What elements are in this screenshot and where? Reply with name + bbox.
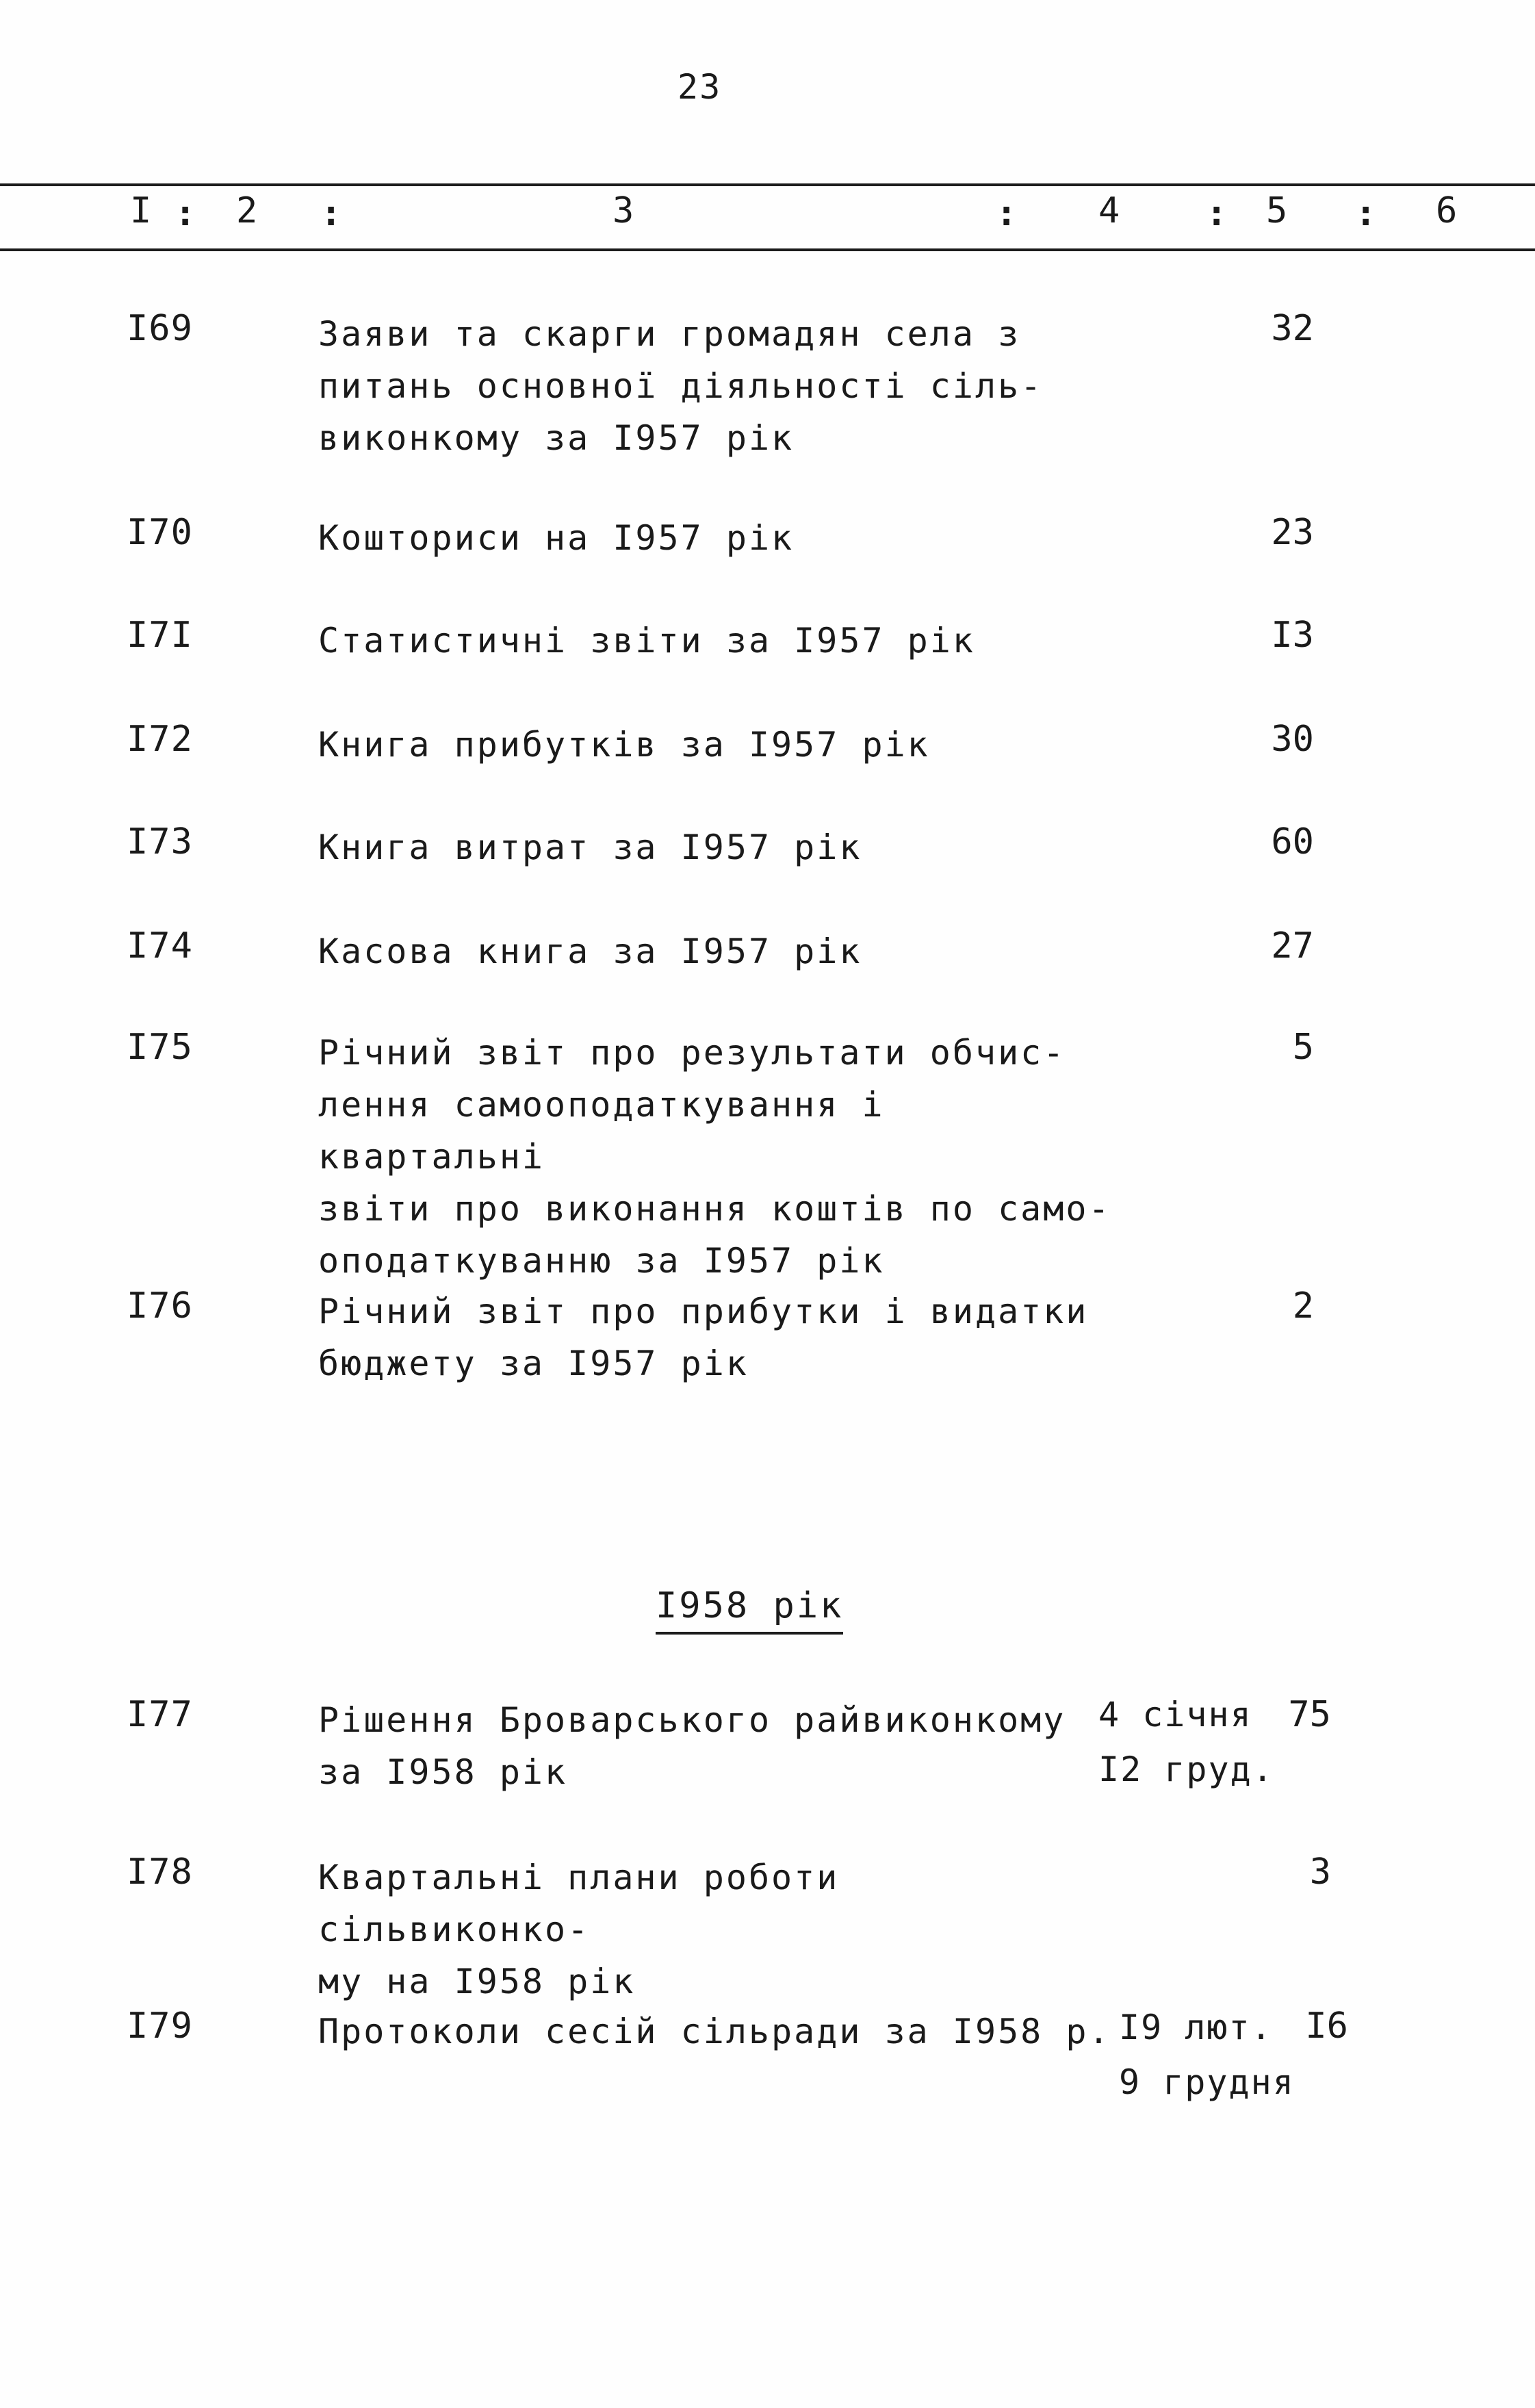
column-separator: : [996, 193, 1018, 234]
column-header-1: I [130, 190, 152, 231]
entry-title: Касова книга за I957 рік [318, 932, 862, 971]
column-header-2: 2 [236, 190, 258, 231]
entry-title: Річний звіт про результати обчис- лення самооподаткування і квартальні звіти про виконання коштів по само- оподаткуванню за I957 рік [318, 1033, 1111, 1281]
entry-title: Кошториси на I957 рік [318, 518, 795, 558]
entry-sheet-count: 30 [1271, 719, 1314, 760]
entry-number: I69 [127, 308, 193, 349]
entry-number: I78 [127, 1852, 193, 1893]
entry-number: I77 [127, 1694, 193, 1735]
entry-title: Книга прибутків за I957 рік [318, 725, 930, 765]
entry-sheet-count: 23 [1271, 512, 1314, 553]
entry-sheet-count: I3 [1271, 615, 1314, 656]
entry-number: I76 [127, 1285, 193, 1327]
entry-sheet-count: 2 [1292, 1285, 1314, 1327]
column-separator: : [320, 193, 342, 234]
header-bottom-rule [0, 248, 1535, 251]
entry-title: Протоколи сесій сільради за I958 р. [318, 2012, 1111, 2051]
entry-sheet-count: 5 [1292, 1027, 1314, 1068]
entry-title: Квартальні плани роботи сільвиконко- му на I958 рік [318, 1858, 840, 2001]
entry-sheet-count: 3 [1309, 1852, 1331, 1893]
entry-number: I7I [127, 615, 193, 656]
column-separator: : [175, 193, 196, 234]
entry-sheet-count: 27 [1271, 925, 1314, 966]
column-separator: : [1206, 193, 1228, 234]
column-separator: : [1355, 193, 1377, 234]
entry-sheet-count: 75 [1288, 1694, 1331, 1735]
entry-sheet-count: 60 [1271, 821, 1314, 862]
column-header-3: 3 [612, 190, 634, 231]
entry-number: I75 [127, 1027, 193, 1068]
column-header-5: 5 [1266, 190, 1288, 231]
entry-sheet-count: I6 [1305, 2006, 1348, 2047]
column-header-6: 6 [1436, 190, 1458, 231]
entry-number: I73 [127, 821, 193, 862]
entry-number: I70 [127, 512, 193, 553]
column-header-4: 4 [1098, 190, 1120, 231]
page-number: 23 [678, 67, 722, 107]
entry-number: I79 [127, 2006, 193, 2047]
entry-title: Статистичні звіти за I957 рік [318, 621, 975, 661]
entry-title: Рішення Броварського райвиконкому за I958 рік [318, 1700, 1066, 1792]
entry-number: I74 [127, 925, 193, 966]
entry-title: Заяви та скарги громадян села з питань основної діяльності сіль- виконкому за I957 рік [318, 314, 1044, 458]
header-top-rule [0, 183, 1535, 186]
entry-number: I72 [127, 719, 193, 760]
entry-date-range: 4 січня I2 груд. [1098, 1695, 1274, 1789]
entry-title: Річний звіт про прибутки і видатки бюджету за I957 рік [318, 1292, 1089, 1383]
entry-date-range: I9 лют. 9 грудня [1119, 2008, 1295, 2102]
entry-title: Книга витрат за I957 рік [318, 828, 862, 867]
section-heading-1958: I958 рік [656, 1585, 843, 1635]
entry-sheet-count: 32 [1271, 308, 1314, 349]
